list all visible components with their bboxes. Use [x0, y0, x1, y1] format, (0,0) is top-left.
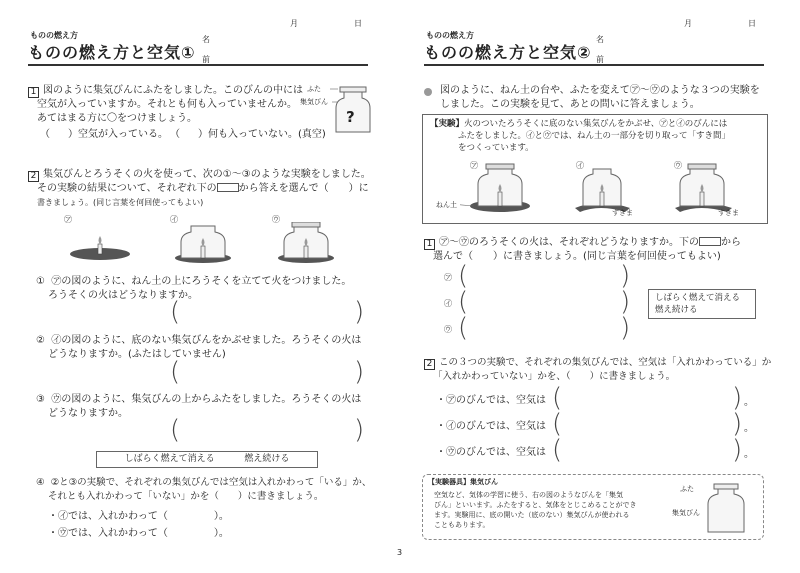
unit-label: ものの燃え方 [426, 31, 474, 40]
question-mark: ? [346, 108, 355, 126]
answer-paren-open[interactable]: ( [458, 261, 469, 291]
answer-label-a: ㋐ [444, 273, 452, 282]
question-1: 1 ㋐～㋒のろうそくの火は、それぞれどうなりますか。下の から 選んで（ ）に書きましょう。(同じ言葉を何回使ってもよい) [424, 236, 784, 264]
month-label: 月 [290, 19, 298, 28]
intro-text: 図のように、ねん土の台や、ふたを変えて㋐～㋒のような３つの実験を しました。この実験を見て、あとの問いに答えましょう。 [440, 85, 760, 110]
air-answer-i: ・㋑のびんでは、空気は [436, 421, 546, 432]
period: 。 [744, 423, 754, 434]
bullet-dot [424, 88, 432, 96]
question-number-box: 1 [28, 87, 39, 98]
unit-label: ものの燃え方 [30, 31, 78, 40]
period: 。 [744, 397, 754, 408]
answer-paren-close[interactable]: ) [732, 409, 743, 439]
clay-label: ねん土 [436, 201, 457, 209]
figure-label-a: ㋐ [64, 215, 72, 224]
answer-paren-close[interactable]: ) [620, 287, 631, 317]
month-label: 月 [684, 19, 692, 28]
experiment-description: 【実験】火のついたろうそくに底のない集気びんをかぶせ、㋐と㋑のびんには ふたをしました。㋑と㋒では、ねん土の一部分を切り取って「すき間」 をつくっています。 [430, 119, 731, 153]
figure-label-u: ㋒ [674, 161, 682, 170]
gap-label: すきま [612, 209, 633, 217]
jar-label: 集気びん [300, 98, 328, 106]
figure-label-i: ㋑ [170, 215, 178, 224]
subquestion-3: ③ ㋒の図のように、集気びんの上からふたをしました。ろうそくの火は どうなりますか。 [36, 394, 362, 419]
question-1 [28, 84, 318, 126]
page-title: ものの燃え方と空気① [28, 43, 196, 62]
figure-label-i: ㋑ [576, 161, 584, 170]
title-underline [28, 64, 368, 66]
choice-box [96, 451, 318, 468]
choice-item: しばらく燃えて消える [655, 293, 741, 303]
answer-paren-open[interactable]: ( [170, 357, 181, 387]
subquestion-1: ① ㋐の図のように、ねん土の上にろうそくを立てて火をつけました。 ろうそくの火はどうなりますか。 [36, 276, 352, 301]
answer-paren-close[interactable]: ) [354, 415, 365, 445]
closed-bottle-figure [312, 84, 374, 136]
answer-line-u[interactable]: ・㋒では、入れかわって（ ）。 [48, 528, 229, 539]
page-title: ものの燃え方と空気② [424, 43, 592, 62]
lid-label: ふた [307, 85, 321, 93]
period: 。 [744, 449, 754, 460]
gap-label: すきま [718, 209, 739, 217]
info-text: 空気など、気体の学習に使う、右の図のようなびんを「集気 びん」といいます。ふたをすると、気体をとじこめることができ ます。実験用に、底の開いた（底のない）集気びんが使われる こともあります。 [434, 491, 637, 529]
answer-paren-close[interactable]: ) [354, 357, 365, 387]
air-answer-a: ・㋐のびんでは、空気は [436, 395, 546, 406]
air-answer-u: ・㋒のびんでは、空気は [436, 447, 546, 458]
choice-item: しばらく燃えて消える [124, 454, 215, 464]
name-label-1: 名 [596, 35, 604, 44]
choice-box [648, 289, 756, 319]
info-title: 【実験器具】集気びん [428, 478, 498, 486]
name-label-2: 前 [596, 55, 604, 64]
choice-box-marker [217, 183, 239, 192]
answer-paren-open[interactable]: ( [458, 313, 469, 343]
answer-paren-open[interactable]: ( [552, 409, 563, 439]
info-bottle-figure [696, 480, 756, 536]
answer-paren-close[interactable]: ) [354, 297, 365, 327]
answer-option-2[interactable]: （ ）何も入っていない。(真空) [170, 129, 326, 140]
question-number-box: 2 [28, 171, 39, 182]
answer-paren-close[interactable]: ) [620, 313, 631, 343]
question-text: 空気が入っていますか。それとも何も入っていませんか。 [37, 99, 297, 110]
worksheet-page-2 [400, 0, 800, 573]
answer-paren-open[interactable]: ( [458, 287, 469, 317]
day-label: 日 [354, 19, 362, 28]
answer-paren-close[interactable]: ) [620, 261, 631, 291]
question-number-box: 1 [424, 239, 435, 250]
figure-label-a: ㋐ [470, 161, 478, 170]
page-number: 3 [397, 548, 403, 557]
candle-figures [60, 222, 360, 266]
answer-label-u: ㋒ [444, 325, 452, 334]
figure-label-u: ㋒ [272, 215, 280, 224]
question-text: あてはまる方に〇をつけましょう。 [37, 113, 197, 124]
question-number-box: 2 [424, 359, 435, 370]
experiment-figures [460, 158, 760, 216]
answer-label-i: ㋑ [444, 299, 452, 308]
question-2: 2 この３つの実験で、それぞれの集気びんでは、空気は「入れかわっている」か 「入れかわっていない」かを、（ ）に書きましょう。 [424, 356, 794, 384]
question-2: 2 集気びんとろうそくの火を使って、次の①～③のような実験をしました。 その実験の結果について、それぞれ下の から答えを選んで（ ）に 書きましょう。(同じ言葉を何回使ってもよい) [28, 168, 388, 210]
answer-paren-open[interactable]: ( [552, 435, 563, 465]
answer-paren-close[interactable]: ) [732, 383, 743, 413]
answer-paren-open[interactable]: ( [552, 383, 563, 413]
title-underline [424, 64, 764, 66]
info-lid-label: ふた [680, 485, 694, 493]
answer-paren-close[interactable]: ) [732, 435, 743, 465]
answer-option-1[interactable]: （ ）空気が入っている。 [40, 129, 168, 140]
name-label-1: 名 [202, 35, 210, 44]
subquestion-2: ② ㋑の図のように、底のない集気びんをかぶせました。ろうそくの火は どうなりますか。(ふたはしていません) [36, 335, 362, 360]
name-label-2: 前 [202, 55, 210, 64]
choice-item: 燃え続ける [655, 305, 698, 315]
answer-line-i[interactable]: ・㋑では、入れかわって（ ）。 [48, 511, 229, 522]
choice-box-marker [699, 237, 721, 246]
answer-paren-open[interactable]: ( [170, 297, 181, 327]
info-jar-label: 集気びん [672, 509, 700, 517]
answer-paren-open[interactable]: ( [170, 415, 181, 445]
subquestion-4: ④ ②と③の実験で、それぞれの集気びんでは空気は入れかわって「いる」か、 それとも入れかわって「いない」かを（ ）に書きましょう。 [36, 477, 372, 502]
question-text: 図のように集気びんにふたをしました。このびんの中には [43, 85, 303, 96]
day-label: 日 [748, 19, 756, 28]
choice-item: 燃え続ける [244, 454, 290, 464]
